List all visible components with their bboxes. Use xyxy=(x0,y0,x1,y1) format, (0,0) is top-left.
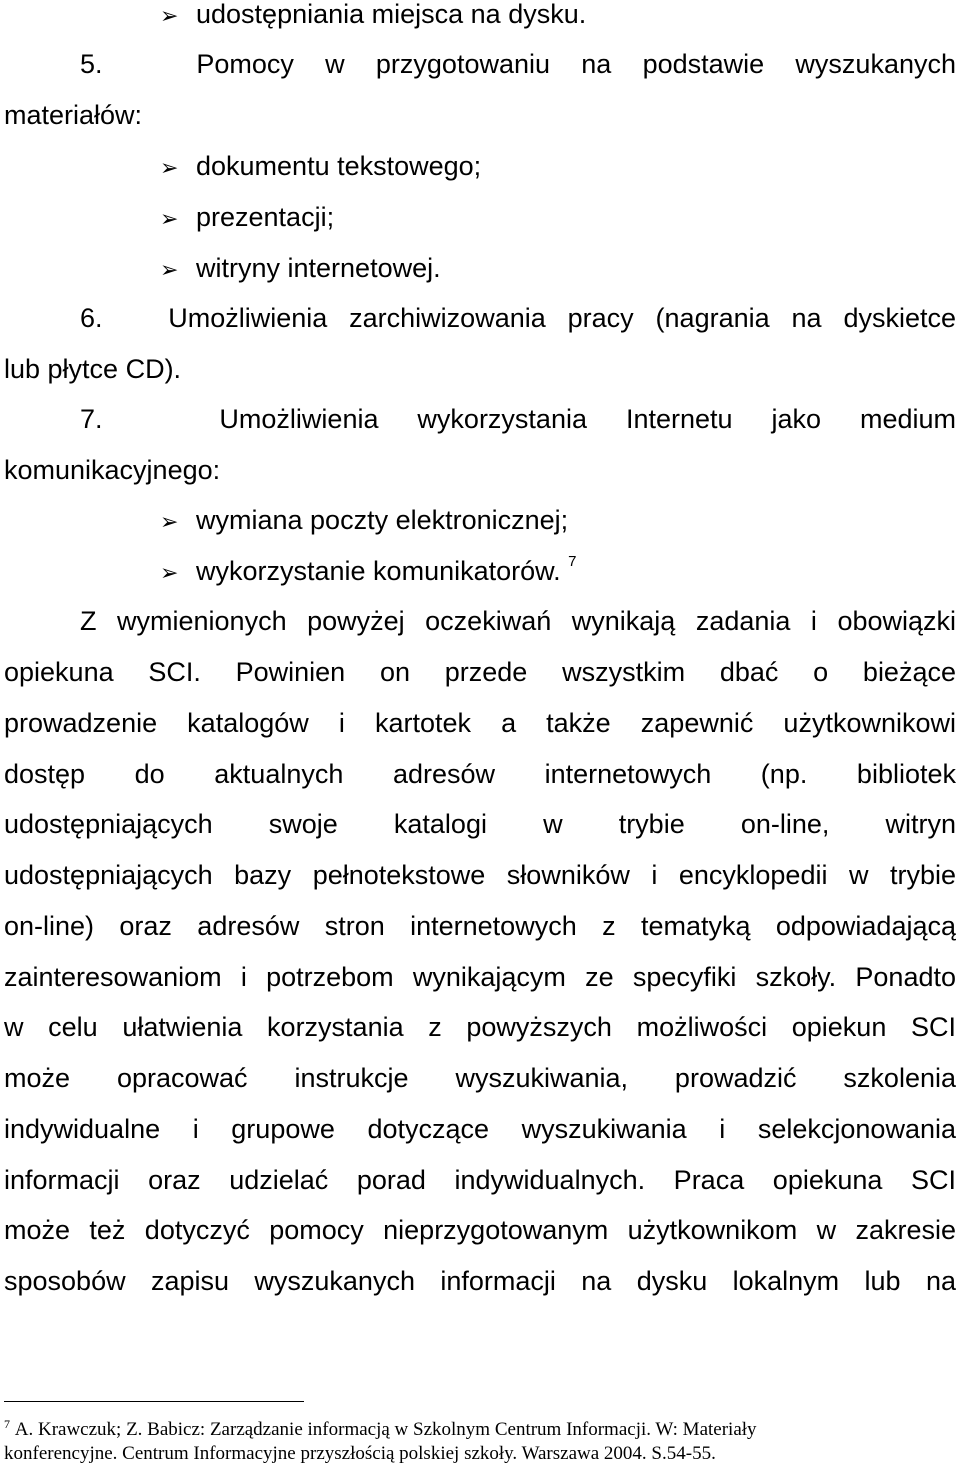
bullet-item xyxy=(160,146,481,186)
arrow-bullet-icon: ➢ xyxy=(160,510,179,535)
bullet-item xyxy=(160,500,568,540)
paragraph-line: on-line) oraz adresów stron internetowych z tematyką odpowiadającą xyxy=(4,911,956,941)
list-item-6-cont: lub płytce CD). xyxy=(4,354,182,384)
list-number: 5. xyxy=(80,49,103,79)
paragraph-line: w celu ułatwienia korzystania z powyższych możliwości opiekun SCI xyxy=(4,1012,956,1042)
arrow-bullet-icon: ➢ xyxy=(160,4,179,29)
bullet-item xyxy=(160,0,586,34)
paragraph-line: dostęp do aktualnych adresów internetowych (np. bibliotek xyxy=(4,759,956,789)
arrow-bullet-icon: ➢ xyxy=(160,258,179,283)
paragraph-line: opiekuna SCI. Powinien on przede wszystkim dbać o bieżące xyxy=(4,657,956,687)
paragraph-line: informacji oraz udzielać porad indywidualnych. Praca opiekuna SCI xyxy=(4,1165,956,1195)
list-item-7 xyxy=(80,399,956,439)
paragraph-line: indywidualne i grupowe dotyczące wyszukiwania i selekcjonowania xyxy=(4,1114,956,1144)
bullet-text: udostępniania miejsca na dysku. xyxy=(196,0,587,29)
footnote-line xyxy=(4,1419,757,1441)
list-item-7-cont: komunikacyjnego: xyxy=(4,455,221,485)
arrow-bullet-icon: ➢ xyxy=(160,156,179,181)
bullet-item xyxy=(160,551,577,591)
list-text: Pomocy w przygotowaniu na podstawie wyszukanych xyxy=(196,49,956,79)
bullet-text: wymiana poczty elektronicznej; xyxy=(196,505,569,535)
list-text: Umożliwienia wykorzystania Internetu jako medium xyxy=(219,404,956,434)
arrow-bullet-icon: ➢ xyxy=(160,207,179,232)
paragraph-line: udostępniających bazy pełnotekstowe słowników i encyklopedii w trybie xyxy=(4,860,956,890)
paragraph-line: udostępniających swoje katalogi w trybie on-line, witryn xyxy=(4,809,956,839)
bullet-text: witryny internetowej. xyxy=(196,253,441,283)
footnote-ref[interactable]: 7 xyxy=(568,553,577,570)
bullet-item xyxy=(160,248,441,288)
bullet-text: dokumentu tekstowego; xyxy=(196,151,482,181)
arrow-bullet-icon: ➢ xyxy=(160,561,179,586)
list-item-6 xyxy=(80,298,956,338)
footnote-number: 7 xyxy=(4,1417,10,1431)
footnote-text: A. Krawczuk; Z. Babicz: Zarządzanie informacją w Szkolnym Centrum Informacji. W: Materiały xyxy=(14,1419,757,1440)
list-item-5-cont: materiałów: xyxy=(4,100,143,130)
paragraph-line: może też dotyczyć pomocy nieprzygotowanym użytkownikom w zakresie xyxy=(4,1215,956,1245)
list-number: 6. xyxy=(80,303,103,333)
paragraph-line: może opracować instrukcje wyszukiwania, prowadzić szkolenia xyxy=(4,1063,956,1093)
paragraph-line: zainteresowaniom i potrzebom wynikającym ze specyfiki szkoły. Ponadto xyxy=(4,962,956,992)
list-text: Umożliwienia zarchiwizowania pracy (nagrania na dyskietce xyxy=(168,303,956,333)
footnote-line-2: konferencyjne. Centrum Informacyjne przyszłością polskiej szkoły. Warszawa 2004. S.54-55. xyxy=(4,1443,716,1464)
bullet-item xyxy=(160,197,334,237)
bullet-text: wykorzystanie komunikatorów. xyxy=(196,556,561,586)
paragraph-line: Z wymienionych powyżej oczekiwań wynikają zadania i obowiązki xyxy=(80,606,956,636)
bullet-text: prezentacji; xyxy=(196,202,335,232)
list-number: 7. xyxy=(80,404,103,434)
list-item-5 xyxy=(80,44,956,84)
paragraph-line: prowadzenie katalogów i kartotek a także zapewnić użytkownikowi xyxy=(4,708,956,738)
paragraph-line: sposobów zapisu wyszukanych informacji na dysku lokalnym lub na xyxy=(4,1266,956,1296)
footnote-separator xyxy=(4,1401,304,1402)
